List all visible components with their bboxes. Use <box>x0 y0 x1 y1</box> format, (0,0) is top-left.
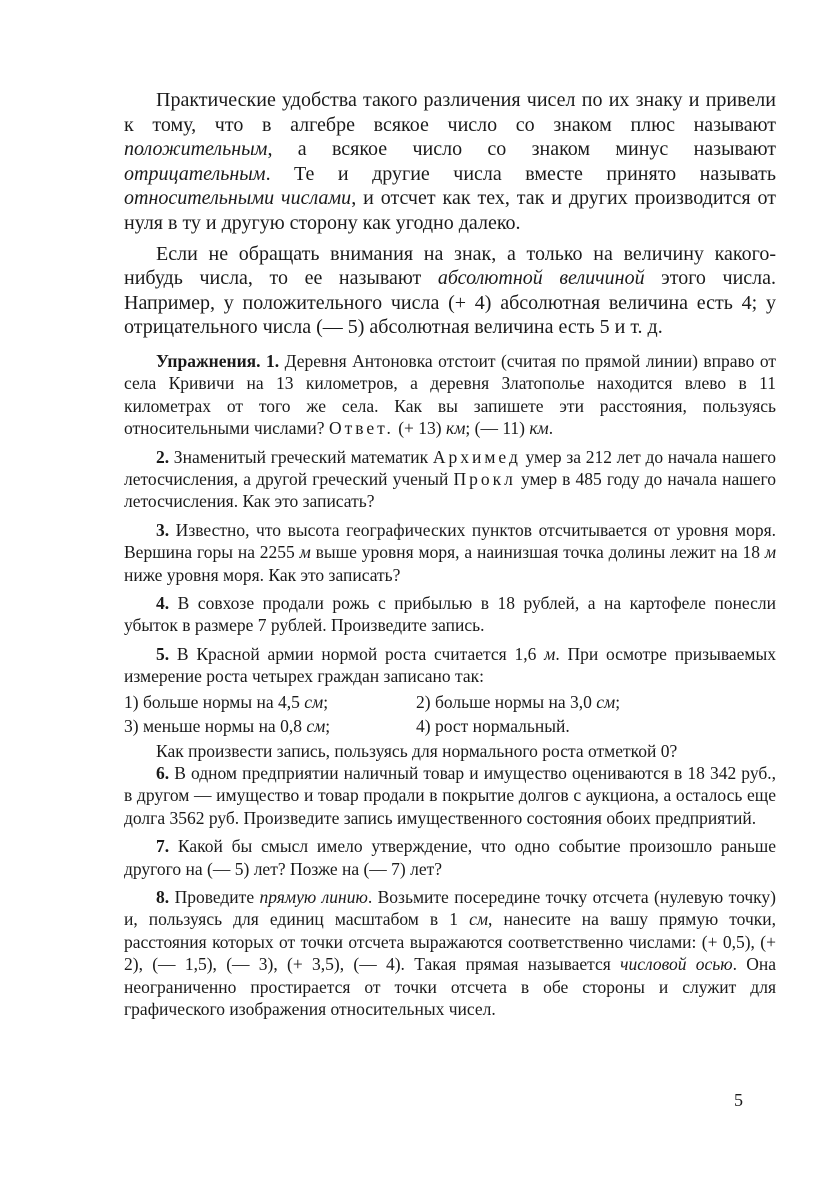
intro-paragraph-2: Если не обращать внимания на знак, а только на величину какого-нибудь числа, то ее называют абсолютной величиной этого числа. Например, у положительного числа (+ 4) абсолютная величина есть 4; у отрицательного числа (— 5) абсолютная величина есть 5 и т. д. <box>124 242 776 339</box>
answer-label: Ответ. <box>328 418 394 439</box>
exercise-6: 6. В одном предприятии наличный товар и имущество оцениваются в 18 342 руб., в другом — имущество и товар продали в покрытие долгов с аукциона, а осталось еще долга 3562 руб. Произведите запись имущественного состояния обоих предприятий. <box>124 763 776 828</box>
exercise-5: 5. В Красной армии нормой роста считается 1,6 м. При осмотре призываемых измерение роста четырех граждан записано так: <box>124 643 776 687</box>
term-number-axis: числовой осью <box>620 954 733 975</box>
intro-paragraph-1: Практические удобства такого различения чисел по их знаку и привели к тому, что в алгебре всякое число со знаком плюс называют положительным, а всякое число со знаком минус называют отрицательным. Те и другие числа вместе принято называть относительными числами, и отсчет как тех, так и других производится от нуля в ту и другую сторону как угодно далеко. <box>124 89 776 234</box>
page-number: 5 <box>734 1090 743 1110</box>
intro-section <box>124 88 776 340</box>
exercise-5-options <box>124 690 776 738</box>
page-body <box>124 88 776 1021</box>
exercise-4: 4. В совхозе продали рожь с прибылью в 18 рублей, а на картофеле понесли убыток в размере 7 рублей. Произведите запись. <box>124 593 776 636</box>
option-4: 4) рост нормальный. <box>416 715 570 736</box>
exercise-1: Упражнения. 1. Деревня Антоновка отстоит (считая по прямой линии) вправо от села Кривичи на 13 километров, а деревня Златополье находится влево в 11 километрах от того же села. Как вы запишете эти расстояния, пользуясь относительными числами? Ответ. (+ 13) км; (— 11) км. <box>124 350 777 439</box>
exercise-2: 2. Знаменитый греческий математик Архимед умер за 212 лет до начала нашего летосчисления, а другой греческий ученый Прокл умер в 485 году до начала нашего летосчисления. Как это записать? <box>124 446 776 512</box>
name-proclus: Прокл <box>453 468 516 489</box>
exercises-heading: Упражнения. <box>156 350 261 371</box>
term-negative: отрицательным <box>124 162 266 185</box>
term-relative-numbers: относительными числами <box>124 187 352 210</box>
option-2: 2) больше нормы на 3,0 см; <box>416 691 621 712</box>
exercise-5-question: Как произвести запись, пользуясь для нормального роста отметкой 0? <box>156 740 678 761</box>
option-3: 3) меньше нормы на 0,8 см; <box>124 715 331 736</box>
name-archimedes: Архимед <box>432 446 521 467</box>
term-positive: положительным <box>124 138 268 161</box>
exercise-8: 8. Проведите прямую линию. Возьмите посередине точку отсчета (нулевую точку) и, пользуясь для единиц масштабом в 1 см, нанесите на вашу прямую точки, расстояния которых от точки отсчета выражаются соответственно числами: (+ 0,5), (+ 2), (— 1,5), (— 3), (+ 3,5), (— 4). Такая прямая называется числовой осью. Она неограниченно простирается от точки отсчета в обе стороны и служит для графического изображения относительных чисел. <box>124 887 776 1020</box>
exercise-3: 3. Известно, что высота географических пунктов отсчитывается от уровня моря. Вершина горы на 2255 м выше уровня моря, а наинизшая точка долины лежит на 18 м ниже уровня моря. Как это записать? <box>124 519 777 585</box>
term-absolute-value: абсолютной величиной <box>437 267 645 290</box>
exercise-7: 7. Какой бы смысл имело утверждение, что одно событие произошло раньше другого на (— 5) лет? Позже на (— 7) лет? <box>124 836 776 879</box>
option-1: 1) больше нормы на 4,5 см; <box>124 691 329 712</box>
